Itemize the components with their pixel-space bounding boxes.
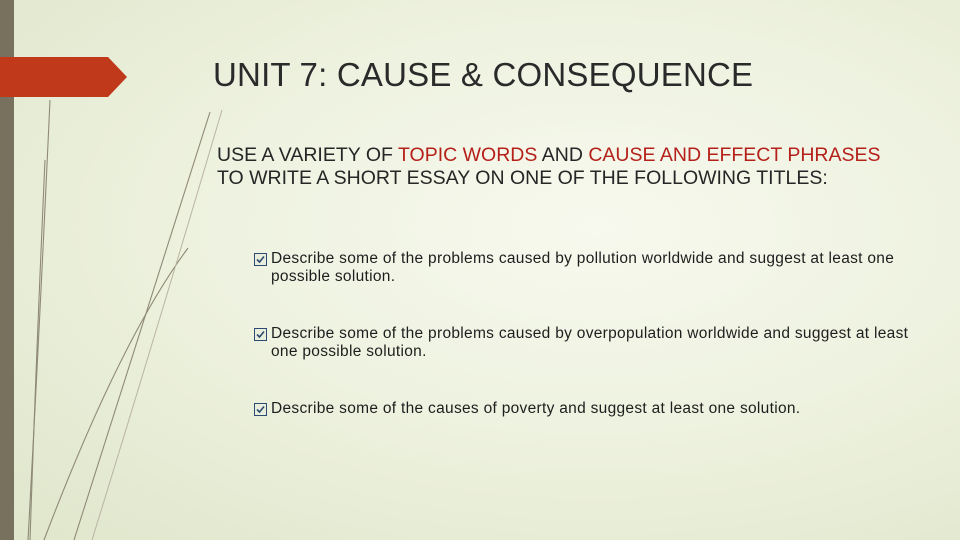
checkbox-square-icon <box>254 328 267 341</box>
instruction-part-2: AND <box>537 144 589 166</box>
checkbox-square-icon <box>254 253 267 266</box>
list-item-text: Describe some of the problems caused by pollution worldwide and suggest at least one possible solution. <box>271 250 895 285</box>
instruction-highlight-topic-words: TOPIC WORDS <box>397 144 538 166</box>
instruction-part-3: TO WRITE A SHORT ESSAY ON ONE OF THE FOLLOWING TITLES: <box>217 166 828 189</box>
list-item-text: Describe some of the causes of poverty and suggest at least one solution. <box>271 400 801 417</box>
instruction-part-1: USE A VARIETY OF <box>217 144 398 166</box>
list-item-text: Describe some of the problems caused by overpopulation worldwide and suggest at least one possible solution. <box>271 325 909 360</box>
instruction-highlight-cause-effect: CAUSE AND EFFECT PHRASES <box>588 144 881 166</box>
list-item <box>254 325 914 361</box>
checkbox-square-icon <box>254 403 267 416</box>
instruction-text <box>217 144 907 189</box>
title-accent-arrow <box>0 57 127 97</box>
list-item <box>254 250 914 286</box>
slide-title: UNIT 7: CAUSE & CONSEQUENCE <box>213 56 754 93</box>
list-item <box>254 400 914 418</box>
